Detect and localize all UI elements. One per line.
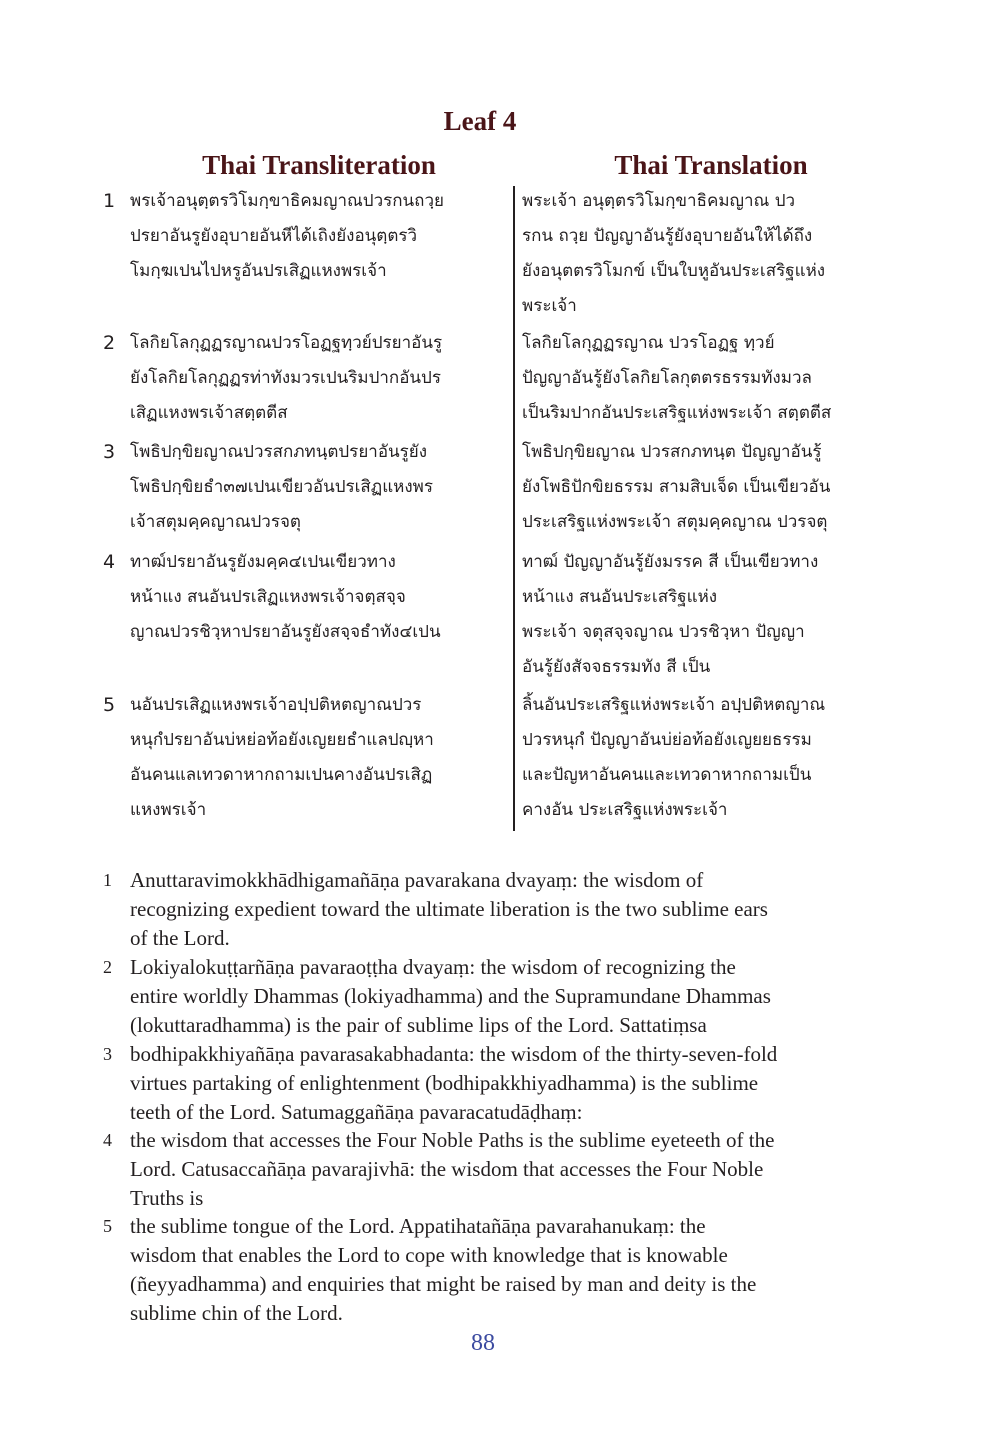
text-line: รกน ถวฺย ปัญญาอันรู้ยังอุบายอันให้ได้ถึง xyxy=(522,226,813,246)
text-line: ลิ้นอันประเสริฐแห่งพระเจ้า อปฺปติหตญาณ xyxy=(522,695,826,715)
page-heading: Leaf 4 xyxy=(443,106,517,136)
footnote-line: the wisdom that accesses the Four Noble Paths is the sublime eyeteeth of the xyxy=(130,1128,775,1152)
text-line: และปัญหาอันคนและเทวดาหากถามเป็น xyxy=(522,765,812,785)
row-number: 5 xyxy=(103,694,116,716)
translation-cell xyxy=(522,688,900,828)
text-line: พรเจ้าอนุตฺตรวิโมกฺขาธิคมญาณปวรกนถวฺย xyxy=(130,191,444,211)
footnote-line: the sublime tongue of the Lord. Appatihatañāṇa pavarahanukaṃ: the xyxy=(130,1214,706,1238)
translation-cell xyxy=(522,326,900,431)
text-line: ปัญญาอันรู้ยังโลกิยโลกุตตรธรรมทังมวล xyxy=(522,368,812,388)
text-line: ประเสริฐแห่งพระเจ้า สตุมคฺคญาณ ปวรจตุ xyxy=(522,512,828,532)
footnote-line: recognizing expedient toward the ultimate liberation is the two sublime ears xyxy=(130,897,768,921)
text-line: โมกฺฆเปนไปหรูอันปรเสิฏแหงพรเจ้า xyxy=(130,261,387,281)
row-number: 1 xyxy=(103,190,116,212)
text-line: ทาฒ์ปรยาอันรูยังมคฺค๔เปนเขียวทาง xyxy=(130,552,396,572)
text-line: นอันปรเสิฏแหงพรเจ้าอปฺปติหตญาณปวร xyxy=(130,695,422,715)
text-line: โพธิปกฺขิยญาณ ปวรสกภทนฺต ปัญญาอันรู้ xyxy=(522,442,822,462)
transliteration-cell xyxy=(130,435,508,540)
text-line: พระเจ้า อนุตฺตรวิโมกฺขาธิคมญาณ ปว xyxy=(522,191,796,211)
footnote-text xyxy=(130,1212,920,1328)
footnote-number: 5 xyxy=(103,1216,112,1236)
footnote-line: (lokuttaradhamma) is the pair of sublime lips of the Lord. Sattatiṃsa xyxy=(130,1013,707,1037)
text-line: พระเจ้า จตุสจฺจญาณ ปวรชิวฺหา ปัญญา xyxy=(522,622,805,642)
transliteration-cell xyxy=(130,688,508,828)
text-line: หน้าแง สนอันปรเสิฏแหงพรเจ้าจตฺสจฺจ xyxy=(130,587,406,607)
transliteration-cell xyxy=(130,184,508,289)
footnote-text xyxy=(130,1126,920,1213)
column-divider xyxy=(513,186,515,831)
text-line: หนุกํปรยาอันบ่หย่อท้อยังเญยยธําแลปญฺหา xyxy=(130,730,434,750)
text-line: ยังโลกิยโลกุฏฏรท่าทังมวรเปนริมปากอันปร xyxy=(130,368,441,388)
text-line: โลกิยโลกุฏฏรญาณปวรโอฏฐทฺวย์ปรยาอันรู xyxy=(130,333,443,353)
row-number: 3 xyxy=(103,441,116,463)
text-line: พระเจ้า xyxy=(522,296,577,316)
text-line: ทาฒ์ ปัญญาอันรู้ยังมรรค สี เป็นเขียวทาง xyxy=(522,552,819,572)
footnote-number: 3 xyxy=(103,1044,112,1064)
text-line: อันคนแลเทวดาหากถามเปนคางอันปรเสิฏ xyxy=(130,765,433,785)
text-line: โลกิยโลกุฏฏรญาณ ปวรโอฏฐ ทฺวย์ xyxy=(522,333,775,353)
text-line: เจ้าสตุมคฺคญาณปวรจตุ xyxy=(130,512,301,532)
footnote-line: bodhipakkhiyañāṇa pavarasakabhadanta: the wisdom of the thirty-seven-fold xyxy=(130,1042,778,1066)
text-line: ปรยาอันรูยังอุบายอันหีได้เถิงยังอนุตฺตรวิ xyxy=(130,226,418,246)
footnote-line: (ñeyyadhamma) and enquiries that might be raised by man and deity is the xyxy=(130,1272,757,1296)
text-line: อันรู้ยังสัจจธรรมทัง สี เป็น xyxy=(522,657,711,677)
footnote-number: 2 xyxy=(103,957,112,977)
text-line: หน้าแง สนอันประเสริฐแห่ง xyxy=(522,587,718,607)
transliteration-cell xyxy=(130,545,508,650)
footnote-line: of the Lord. xyxy=(130,926,230,950)
text-line: เสิฏแหงพรเจ้าสตฺตตีส xyxy=(130,403,288,423)
footnote-line: Truths is xyxy=(130,1186,204,1210)
text-line: ปวรหนุกํ ปัญญาอันบ่ย่อท้อยังเญยยธรรม xyxy=(522,730,812,750)
text-line: ยังอนุตตรวิโมกข์ เป็นใบหูอันประเสริฐแห่ง xyxy=(522,261,826,281)
footnote-line: wisdom that enables the Lord to cope with knowledge that is knowable xyxy=(130,1243,728,1267)
footnote-number: 1 xyxy=(103,870,112,890)
footnote-line: virtues partaking of enlightenment (bodhipakkhiyadhamma) is the sublime xyxy=(130,1071,759,1095)
footnote-line: teeth of the Lord. Satumaggañāṇa pavaracatudāḍhaṃ: xyxy=(130,1100,583,1124)
text-line: คางอัน ประเสริฐแห่งพระเจ้า xyxy=(522,800,728,820)
text-line: โพธิปกฺขิยธํา๓๗เปนเขียวอันปรเสิฏแหงพร xyxy=(130,477,434,497)
text-line: โพธิปกฺขิยญาณปวรสกภทนฺตปรยาอันรูยัง xyxy=(130,442,428,462)
footnote-text xyxy=(130,866,920,953)
row-number: 4 xyxy=(103,551,116,573)
page-number: 88 xyxy=(471,1330,495,1356)
transliteration-cell xyxy=(130,326,508,431)
translation-cell xyxy=(522,184,900,324)
footnote-text xyxy=(130,1040,920,1127)
footnote-line: sublime chin of the Lord. xyxy=(130,1301,343,1325)
row-number: 2 xyxy=(103,332,116,354)
footnote-line: Lokiyalokuṭṭarñāṇa pavaraoṭṭha dvayaṃ: the wisdom of recognizing the xyxy=(130,955,736,979)
footnote-number: 4 xyxy=(103,1130,112,1150)
footnote-line: Anuttaravimokkhādhigamañāṇa pavarakana dvayaṃ: the wisdom of xyxy=(130,868,704,892)
text-line: แหงพรเจ้า xyxy=(130,800,207,820)
text-line: ญาณปวรชิวฺหาปรยาอันรูยังสจฺจธําทัง๔เปน xyxy=(130,622,441,642)
text-line: ยังโพธิปักขิยธรรม สามสิบเจ็ด เป็นเขียวอัน xyxy=(522,477,831,497)
footnote-line: entire worldly Dhammas (lokiyadhamma) and the Supramundane Dhammas xyxy=(130,984,771,1008)
column-heading-translation: Thai Translation xyxy=(614,150,808,180)
translation-cell xyxy=(522,435,900,540)
footnote-text xyxy=(130,953,920,1040)
translation-cell xyxy=(522,545,900,685)
text-line: เป็นริมปากอันประเสริฐแห่งพระเจ้า สตฺตตีส xyxy=(522,403,832,423)
column-heading-transliteration: Thai Transliteration xyxy=(202,150,436,180)
footnote-line: Lord. Catusaccañāṇa pavarajivhā: the wisdom that accesses the Four Noble xyxy=(130,1157,764,1181)
